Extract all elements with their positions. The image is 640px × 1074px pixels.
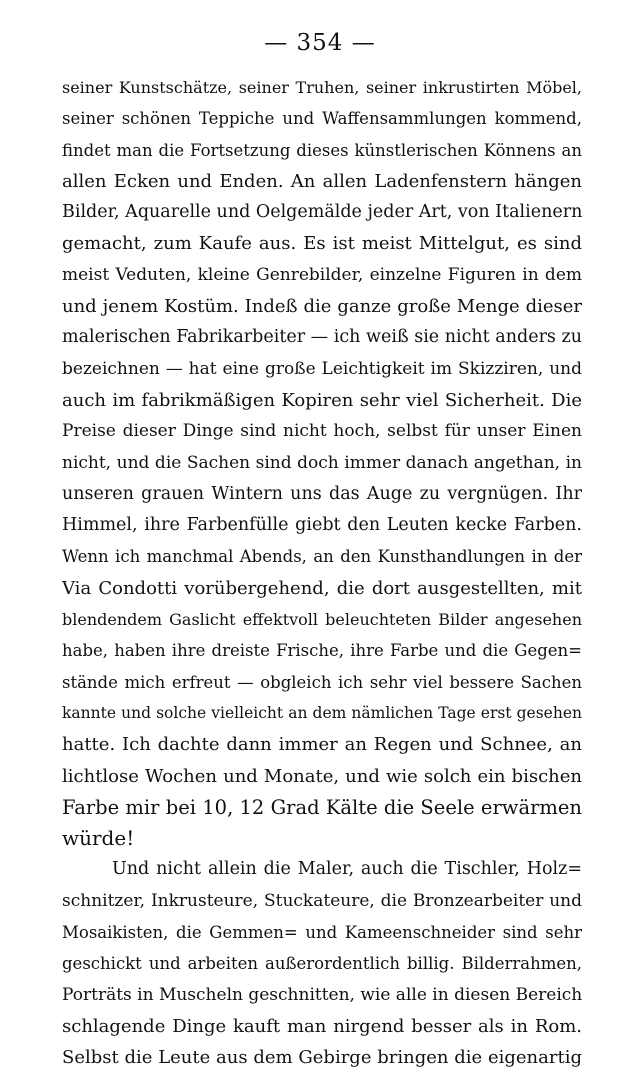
text-line: seiner schönen Teppiche und Waffensammlungen kommend, xyxy=(62,109,582,129)
text-line: malerischen Fabrikarbeiter — ich weiß sie nicht anders zu xyxy=(62,327,582,348)
body-text xyxy=(62,72,582,1074)
text-line: findet man die Fortsetzung dieses künstlerischen Könnens an xyxy=(62,140,582,160)
text-line: Himmel, ihre Farbenfülle giebt den Leuten kecke Farben. xyxy=(62,515,582,536)
text-line: Porträts in Muscheln geschnitten, wie alle in diesen Bereich xyxy=(62,984,582,1005)
text-line: lichtlose Wochen und Monate, und wie solch ein bischen xyxy=(62,765,582,787)
text-line: habe, haben ihre dreiste Frische, ihre Farbe und die Gegen= xyxy=(62,641,582,661)
page-number: — 354 — xyxy=(264,30,376,56)
paragraph-start-line: Und nicht allein die Maler, auch die Tischler, Holz= xyxy=(112,859,582,880)
text-line: stände mich erfreut — obgleich ich sehr viel bessere Sachen xyxy=(62,672,582,692)
text-line: kannte und solche vielleicht an dem nämlichen Tage erst gesehen xyxy=(62,703,582,722)
text-line: Bilder, Aquarelle und Oelgemälde jeder Art, von Italienern xyxy=(62,202,582,223)
text-line: meist Veduten, kleine Genrebilder, einzelne Figuren in dem xyxy=(62,264,582,285)
paragraph-end-line: würde! xyxy=(62,826,135,851)
text-line: und jenem Kostüm. Indeß die ganze große Menge dieser xyxy=(62,296,582,318)
text-line: unseren grauen Wintern uns das Auge zu vergnügen. Ihr xyxy=(62,483,582,504)
text-line: Mosaikisten, die Gemmen= und Kameenschneider sind sehr xyxy=(62,923,582,943)
text-line: allen Ecken und Enden. An allen Ladenfenstern hängen xyxy=(62,170,582,192)
text-line: seiner Kunstschätze, seiner Truhen, seiner inkrustirten Möbel, xyxy=(62,78,582,97)
text-line: Via Condotti vorübergehend, die dort ausgestellten, mit xyxy=(62,577,582,599)
text-line: nicht, und die Sachen sind doch immer danach angethan, in xyxy=(62,452,582,473)
text-line: hatte. Ich dachte dann immer an Regen und Schnee, an xyxy=(62,734,582,756)
text-line: blendendem Gaslicht effektvoll beleuchteten Bilder angesehen xyxy=(62,610,582,630)
text-line: geschickt und arbeiten außerordentlich billig. Bilderrahmen, xyxy=(62,954,582,974)
text-line: Preise dieser Dinge sind nicht hoch, selbst für unser Einen xyxy=(62,421,582,442)
text-line: Farbe mir bei 10, 12 Grad Kälte die Seele erwärmen xyxy=(62,795,582,819)
text-line: schlagende Dinge kauft man nirgend besser als in Rom. xyxy=(62,1015,582,1037)
text-line: gemacht, zum Kaufe aus. Es ist meist Mittelgut, es sind xyxy=(62,233,582,255)
text-line: Wenn ich manchmal Abends, an den Kunsthandlungen in der xyxy=(62,547,582,567)
text-line: schnitzer, Inkrusteure, Stuckateure, die Bronzearbeiter und xyxy=(62,890,582,911)
text-line: Selbst die Leute aus dem Gebirge bringen die eigenartig xyxy=(62,1047,582,1069)
text-line: bezeichnen — hat eine große Leichtigkeit im Skizziren, und xyxy=(62,358,582,379)
text-line: auch im fabrikmäßigen Kopiren sehr viel Sicherheit. Die xyxy=(62,389,582,411)
